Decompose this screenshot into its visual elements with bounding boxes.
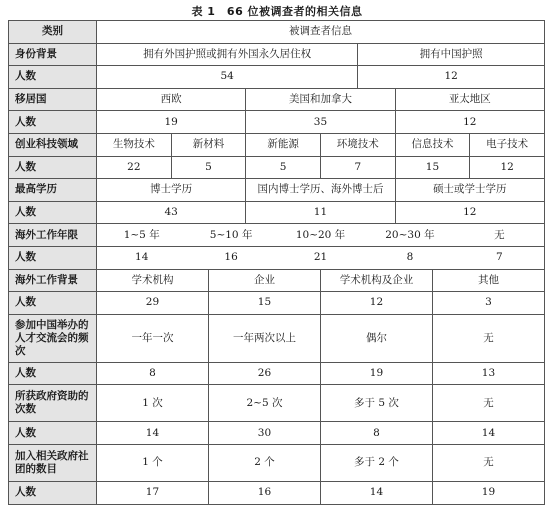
table-cell: 54: [97, 66, 358, 89]
table-cell: 43: [97, 201, 246, 224]
table-cell: 8: [97, 362, 209, 385]
row-label: 参加中国举办的人才交流会的频次: [9, 314, 97, 362]
table-cell: 多于 5 次: [320, 385, 432, 422]
table-cell: 13: [432, 362, 544, 385]
table-cell: 一年一次: [97, 314, 209, 362]
table-cell: 19: [97, 111, 246, 134]
table-cell: 博士学历: [97, 179, 246, 202]
table-row: [9, 179, 545, 202]
row-label: 人数: [9, 66, 97, 89]
row-label: 移居国: [9, 88, 97, 111]
row-label: 人数: [9, 292, 97, 315]
table-cell: 10~20 年: [295, 228, 346, 241]
table-cell: 30: [208, 422, 320, 445]
table-row: [9, 201, 545, 224]
table-row: [9, 385, 545, 422]
table-row: [9, 133, 545, 156]
table-cell: 5~10 年: [209, 228, 253, 241]
table-row: [9, 444, 545, 481]
table-cell: 12: [320, 292, 432, 315]
row-label: 身份背景: [9, 43, 97, 66]
table-cell: 无: [432, 385, 544, 422]
table-row: [9, 111, 545, 134]
header-category-cell: 类别: [9, 21, 97, 44]
table-row: [9, 66, 545, 89]
table-cell: 学术机构: [97, 269, 209, 292]
table-cell: 2 个: [208, 444, 320, 481]
table-row: [9, 224, 545, 247]
table-row: [9, 422, 545, 445]
table-cell: 偶尔: [320, 314, 432, 362]
table-cell: 7: [320, 156, 395, 179]
table-cell: 拥有中国护照: [358, 43, 545, 66]
table-cell: 15: [208, 292, 320, 315]
table-cell: 无: [494, 228, 505, 241]
row-label: 人数: [9, 422, 97, 445]
table-row: [9, 246, 545, 269]
table-cell-group: [97, 224, 545, 247]
table-cell: 1 个: [97, 444, 209, 481]
row-label: 人数: [9, 156, 97, 179]
table-cell: 35: [246, 111, 395, 134]
header-info-cell: 被调查者信息: [97, 21, 545, 44]
table-cell-group: [97, 246, 545, 269]
table-cell: 12: [395, 111, 544, 134]
table-cell: 29: [97, 292, 209, 315]
table-cell: 12: [470, 156, 545, 179]
respondent-info-table: [8, 20, 545, 505]
table-row: [9, 362, 545, 385]
table-cell: 美国和加拿大: [246, 88, 395, 111]
table-row: [9, 88, 545, 111]
table-cell: 2~5 次: [208, 385, 320, 422]
table-cell: 19: [320, 362, 432, 385]
row-label: 创业科技领域: [9, 133, 97, 156]
table-cell: 无: [432, 444, 544, 481]
table-cell: 12: [358, 66, 545, 89]
row-label: 加入相关政府社团的数目: [9, 444, 97, 481]
table-cell: 8: [320, 422, 432, 445]
table-cell: 电子技术: [470, 133, 545, 156]
table-cell: 新材料: [171, 133, 246, 156]
table-row: [9, 481, 545, 504]
table-cell: 信息技术: [395, 133, 470, 156]
table-cell: 8: [406, 251, 414, 264]
table-cell: 1~5 年: [123, 228, 160, 241]
table-header-row: [9, 21, 545, 44]
table-cell: 多于 2 个: [320, 444, 432, 481]
table-cell: 硕士或学士学历: [395, 179, 544, 202]
row-label: 海外工作背景: [9, 269, 97, 292]
table-cell: 西欧: [97, 88, 246, 111]
table-cell: 21: [313, 251, 328, 264]
row-label: 海外工作年限: [9, 224, 97, 247]
row-label: 人数: [9, 111, 97, 134]
table-row: [9, 43, 545, 66]
table-cell: 无: [432, 314, 544, 362]
table-cell: 7: [495, 251, 503, 264]
table-cell: 1 次: [97, 385, 209, 422]
table-row: [9, 269, 545, 292]
table-cell: 新能源: [246, 133, 321, 156]
table-cell: 3: [432, 292, 544, 315]
row-label: 人数: [9, 481, 97, 504]
table-cell: 14: [320, 481, 432, 504]
table-cell: 5: [246, 156, 321, 179]
table-cell: 12: [395, 201, 544, 224]
row-label: 人数: [9, 246, 97, 269]
table-cell: 16: [224, 251, 238, 264]
table-cell: 亚太地区: [395, 88, 544, 111]
table-cell: 14: [135, 251, 149, 264]
row-label: 所获政府资助的次数: [9, 385, 97, 422]
table-cell: 生物技术: [97, 133, 172, 156]
table-cell: 14: [97, 422, 209, 445]
table-cell: 企业: [208, 269, 320, 292]
table-cell: 其他: [432, 269, 544, 292]
table-cell: 19: [432, 481, 544, 504]
table-cell: 5: [171, 156, 246, 179]
table-cell: 11: [246, 201, 395, 224]
table-cell: 学术机构及企业: [320, 269, 432, 292]
row-label: 人数: [9, 362, 97, 385]
table-cell: 国内博士学历、海外博士后: [246, 179, 395, 202]
table-cell: 环境技术: [320, 133, 395, 156]
table-cell: 17: [97, 481, 209, 504]
table-row: [9, 314, 545, 362]
table-cell: 14: [432, 422, 544, 445]
table-cell: 20~30 年: [385, 228, 435, 241]
table-cell: 拥有外国护照或拥有外国永久居住权: [97, 43, 358, 66]
table-cell: 15: [395, 156, 470, 179]
table-cell: 26: [208, 362, 320, 385]
table-caption: 表 1 66 位被调查者的相关信息: [191, 5, 363, 18]
table-cell: 一年两次以上: [208, 314, 320, 362]
table-cell: 22: [97, 156, 172, 179]
row-label: 人数: [9, 201, 97, 224]
table-row: [9, 292, 545, 315]
table-cell: 16: [208, 481, 320, 504]
table-row: [9, 156, 545, 179]
row-label: 最高学历: [9, 179, 97, 202]
